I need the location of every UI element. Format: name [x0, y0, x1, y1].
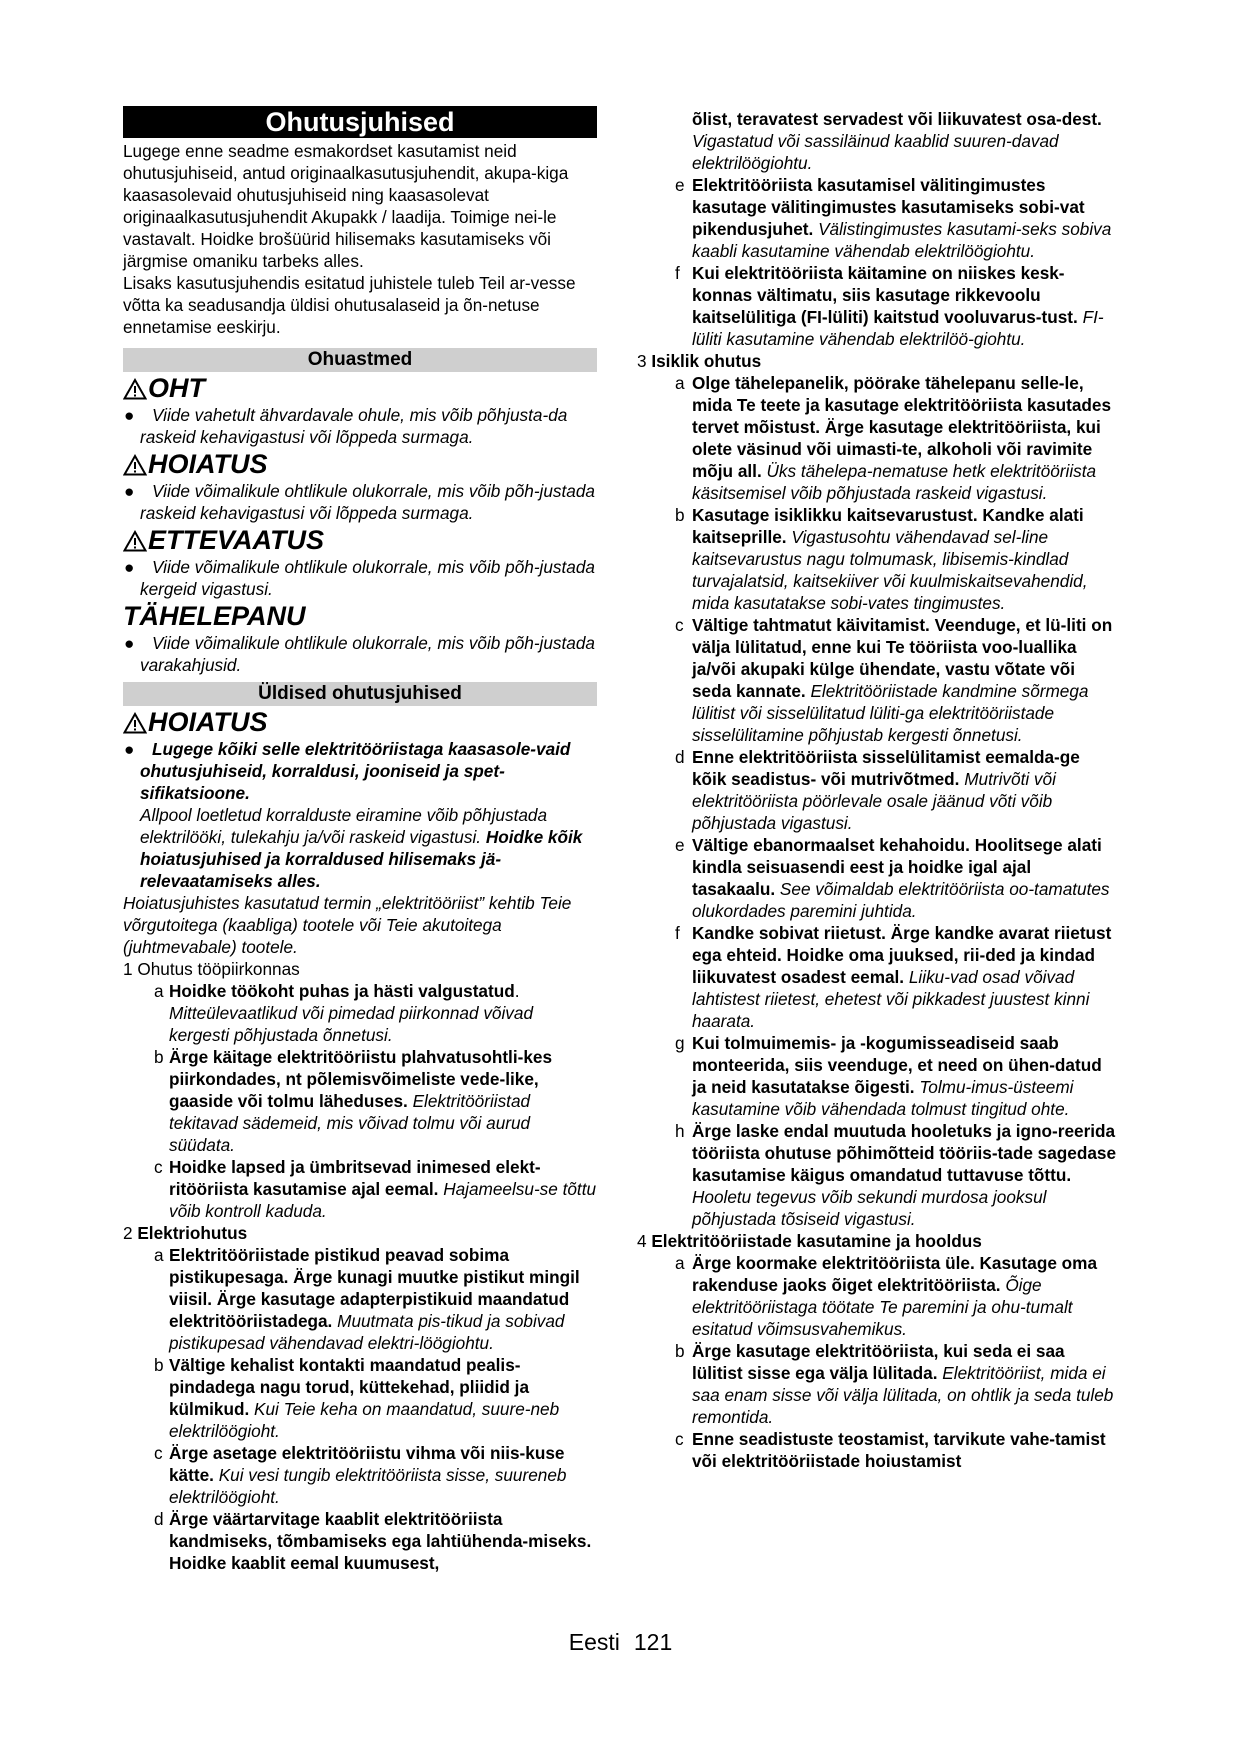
hazard-level-hoiatus [123, 448, 597, 480]
list-item: e Elektritööriista kasutamisel välitingimustes kasutage välitingimustes kasutamiseks sobi-vat pikendusjuhet. Välistingimustes kasutami-seks sobiva kaabli kasutamine vähendab elektrilöögiohtu. [675, 175, 1112, 261]
list-item: f Kandke sobivat riietust. Ärge kandke avarat riietust ega ehteid. Hoidke oma juuksed, rii-ded ja kindad liikuvatest osadest eemal. Liiku-vad osad võivad lahtistest riietest, ehetest või pikkadest juustest kinni haarata. [675, 923, 1112, 1031]
subsection-heading-2: 2 Elektriohutus [123, 1223, 248, 1243]
warning-triangle-icon [123, 378, 147, 400]
page-number: 121 [633, 1629, 673, 1655]
footer-language: Eesti [568, 1629, 620, 1655]
term-note: Hoiatusjuhistes kasutatud termin „elektritööriist” kehtib Teie võrgutoitega (kaabliga) tootele või Teie akutoitega (juhtmevabale) tootele. [123, 893, 572, 957]
general-warning-label: HOIATUS [148, 707, 268, 737]
hazard-level-oht [123, 372, 597, 404]
list-item: b Ärge kasutage elektritööriista, kui seda ei saa lülitist sisse ega välja lülitada. Elektritööriist, mida ei saa enam sisse või välja lülitada, on ohtlik ja seda tuleb remontida. [675, 1341, 1114, 1427]
hazard-level-label: OHT [148, 373, 205, 403]
general-warning-heading [123, 706, 597, 738]
list-item: c Vältige tahtmatut käivitamist. Veenduge, et lü-liti on välja lülitatud, enne kui Te tööriista voo-luallika ja/või akupaki külge ühendate, vastu võtate või seda kannate. Elektritööriistade kandmine sõrmega lülitist või sisselülitatud lüliti-ga elektritööriistade sisselülitamine põhjustab kergesti õnnetusi. [675, 615, 1113, 745]
general-bullet-text: Allpool loetletud korralduste eiramine võib põhjustada elektrilööki, tulekahju ja/või raskeid vigastusi. Hoidke kõik hoiatusjuhised ja korraldused hilisemaks jä-relevaatamiseks alles. [140, 805, 583, 891]
list-item: g Kui tolmuimemis- ja -kogumisseadiseid saab monteerida, siis veenduge, et need on ühen-datud ja neid kasutatakse õigesti. Tolmu-imus-üsteemi kasutamine võib vähendada tolmust tingitud ohte. [675, 1033, 1102, 1119]
hazard-level-ettevaatus [123, 524, 597, 556]
page-footer [0, 1628, 1241, 1656]
list-item: e Vältige ebanormaalset kehahoidu. Hoolitsege alati kindla seisuasendi eest ja hoidke igal ajal tasakaalu. See võimaldab elektritööriista oo-tamatutes olukordades paremini juhtida. [675, 835, 1110, 921]
hazard-level-label: ETTEVAATUS [148, 525, 325, 555]
subsection-heading-1: 1 Ohutus tööpiirkonnas [123, 959, 300, 979]
hazard-level-description: ● Viide võimalikule ohtlikule olukorrale, mis võib põh-justada raskeid kehavigastusi või lõppeda surmaga. [124, 481, 595, 523]
list-item-continued: õlist, teravatest servadest või liikuvatest osa-dest. Vigastatud või sassiläinud kaablid suuren-davad elektrilöögiohtu. [692, 109, 1102, 173]
list-item: d Ärge väärtarvitage kaablit elektritööriista kandmiseks, tõmbamiseks ega lahtiühenda-miseks. Hoidke kaablit eemal kuumusest, [154, 1509, 592, 1573]
list-item: d Enne elektritööriista sisselülitamist eemalda-ge kõik seadistus- või mutrivõtmed. Mutrivõti või elektritööriista pöörlevale osale jäänud võti võib põhjustada vigastusi. [675, 747, 1080, 833]
list-item: c Ärge asetage elektritööriistu vihma või niis-kuse kätte. Kui vesi tungib elektritööriista sisse, suureneb elektrilöögioht. [154, 1443, 567, 1507]
list-item: a Hoidke töökoht puhas ja hästi valgustatud. Mitteülevaatlikud või pimedad piirkonnad võivad kergesti põhjustada õnnetusi. [154, 981, 534, 1045]
hazard-level-tahelepanu [123, 600, 597, 632]
page-title: Ohutusjuhised [123, 106, 597, 138]
warning-triangle-icon [123, 454, 147, 476]
left-column [123, 106, 597, 1574]
list-item: b Ärge käitage elektritööriistu plahvatusohtli-kes piirkondades, nt põlemisvõimeliste vede-like, gaaside või tolmu läheduses. Elektritööriistad tekitavad sädemeid, mis võivad tolmu või aurud süüdata. [154, 1047, 553, 1155]
right-column [636, 108, 1116, 1472]
list-item: c Hoidke lapsed ja ümbritsevad inimesed elekt-ritööriista kasutamise ajal eemal. Hajameelsu-se tõttu võib kontroll kaduda. [154, 1157, 597, 1221]
subsection-heading-3: 3 Isiklik ohutus [637, 351, 762, 371]
list-item: f Kui elektritööriista käitamine on niiskes kesk-konnas vältimatu, siis kasutage rikkevoolu kaitselülitiga (FI-lüliti) kaitstud vooluvarus-tust. FI-lüliti kasutamine vähendab elektrilöö-giohtu. [675, 263, 1104, 349]
section-heading-ohuastmed: Ohuastmed [123, 348, 597, 372]
list-item: a Olge tähelepanelik, pöörake tähelepanu selle-le, mida Te teete ja kasutage elektritööriista kasutades tervet mõistust. Ärge kasutage elektritööriista, kui olete väsinud või uimasti-te, alkoholi või ravimite mõju all. Üks tähelepa-nematuse hetk elektritööriista käsitsemisel võib põhjustada raskeid vigastusi. [675, 373, 1112, 503]
list-item: b Kasutage isiklikku kaitsevarustust. Kandke alati kaitseprille. Vigastusohtu vähendavad sel-line kaitsevarustus nagu tolmumask, libisemis-kindlad turvajalatsid, kaitsekiiver või kuulmiskaitsevahendid, mida kasutatakse sobi-vates tingimustes. [675, 505, 1088, 613]
subsection-heading-4: 4 Elektritööriistade kasutamine ja hooldus [637, 1231, 982, 1251]
hazard-level-description: ● Viide vahetult ähvardavale ohule, mis võib põhjusta-da raskeid kehavigastusi või lõppeda surmaga. [124, 405, 568, 447]
general-bullet: ● Lugege kõiki selle elektritööriistaga kaasasole-vaid ohutusjuhiseid, korraldusi, jooniseid ja spet-sifikatsioone. [124, 739, 571, 803]
list-item: h Ärge laske endal muutuda hooletuks ja igno-reerida tööriista ohutuse põhimõtteid tööriis-tade sagedase kasutamise käigus omandatud tuttavuse tõttu. Hooletu tegevus võib sekundi murdosa jooksul põhjustada tõsiseid vigastusi. [675, 1121, 1117, 1229]
hazard-level-description: ● Viide võimalikule ohtlikule olukorrale, mis võib põh-justada varakahjusid. [124, 633, 595, 675]
hazard-level-description: ● Viide võimalikule ohtlikule olukorrale, mis võib põh-justada kergeid vigastusi. [124, 557, 595, 599]
intro-paragraph: Lugege enne seadme esmakordset kasutamist neid ohutusjuhiseid, antud originaalkasutusjuhendit, akupa-kiga kaasasolevaid ohutusjuhiseid ning kaasasolevat originaalkasutusjuhendit Akupakk / laadija. Toimige nei-le vastavalt. Hoidke brošüürid hilisemaks kasutamiseks või järgmise omaniku tarbeks alles. [123, 141, 569, 271]
hazard-level-label: HOIATUS [148, 449, 268, 479]
list-item: b Vältige kehalist kontakti maandatud pealis-pindadega nagu torud, küttekehad, pliidid ja külmikud. Kui Teie keha on maandatud, suure-neb elektrilöögioht. [154, 1355, 560, 1441]
hazard-level-label: TÄHELEPANU [123, 601, 306, 631]
warning-triangle-icon [123, 530, 147, 552]
list-item: c Enne seadistuste teostamist, tarvikute vahe-tamist või elektritööriistade hoiustamist [675, 1429, 1106, 1471]
list-item: a Elektritööriistade pistikud peavad sobima pistikupesaga. Ärge kunagi muutke pistikut mingil viisil. Ärge kasutage adapterpistikuid maandatud elektritööriistadega. Muutmata pis-tikud ja sobivad pistikupesad vähendavad elektri-löögiohtu. [154, 1245, 580, 1353]
section-heading-general: Üldised ohutusjuhised [123, 682, 597, 706]
intro-paragraph: Lisaks kasutusjuhendis esitatud juhistele tuleb Teil ar-vesse võtta ka seadusandja üldisi ohutusalaseid ja õn-netuse ennetamise eeskirju. [123, 273, 576, 337]
warning-triangle-icon [123, 712, 147, 734]
list-item: a Ärge koormake elektritööriista üle. Kasutage oma rakenduse jaoks õiget elektritööriista. Õige elektritööriistaga töötate Te paremini ja ohu-tumalt esitatud võimsusvahemikus. [675, 1253, 1097, 1339]
